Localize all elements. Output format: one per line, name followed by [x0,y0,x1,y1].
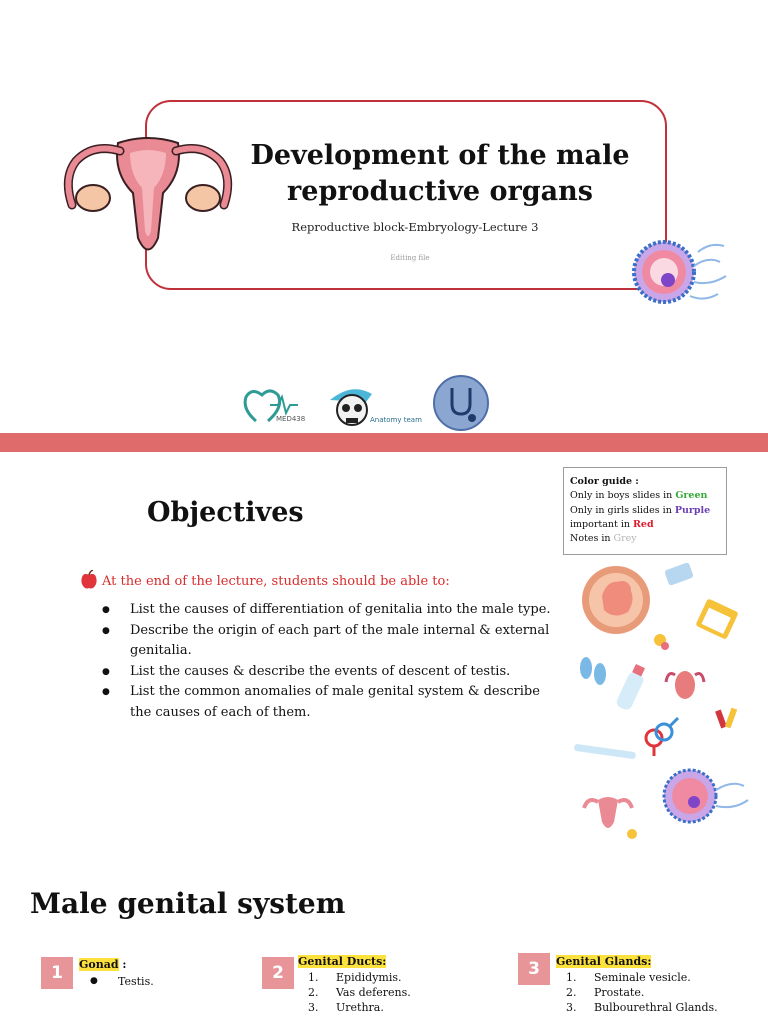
objectives-heading: Objectives [147,497,304,528]
list-item: 3. Bulbourethral Glands. [566,1001,718,1014]
list-item: 1. Seminale vesicle. [566,971,691,984]
section-list [308,970,411,1015]
section-list [90,974,154,989]
svg-text:Anatomy team: Anatomy team [370,416,422,424]
divider-band [0,433,768,452]
list-item: ● List the causes & describe the events of descent of testis. [102,662,562,683]
color-guide-line: important in Red [570,518,654,530]
gender-symbols-icon [646,718,678,756]
section-number: 1 [41,957,73,989]
objectives-intro: At the end of the lecture, students should be able to: [102,574,450,589]
color-guide [563,467,727,555]
list-item: ● Testis. [90,975,154,988]
list-item: ● List the common anomalies of male genital system & describe the causes of each of them. [102,682,562,723]
editing-file-link[interactable]: Editing file [390,254,430,262]
color-guide-line: Only in boys slides in Green [570,490,708,502]
test-tubes-icon [715,708,737,729]
color-guide-line: Notes in Grey [570,533,637,545]
pacifier-small-icon [627,829,637,839]
section-title: Genital Glands: [556,955,652,968]
egg-cell-small-icon [664,770,748,822]
objectives-list [102,600,562,723]
section-list [566,970,718,1015]
list-item: 2. Prostate. [566,986,645,999]
list-item: 3. Urethra. [308,1001,384,1014]
pregnancy-icons-collage [568,560,758,860]
pills-icon [664,562,694,586]
fetus-icon [582,566,650,634]
page-subtitle: Reproductive block-Embryology-Lecture 3 [291,220,539,234]
baby-feet-icon [580,657,606,685]
section-title: Gonad : [79,958,127,971]
med438-logo [240,383,312,427]
thermometer-icon [574,744,636,760]
page-title: Development of the male reproductive organs [250,140,630,207]
list-item: 1. Epididymis. [308,971,402,984]
uterus-icon [58,133,238,263]
anatomy-team-logo [322,382,422,432]
list-item: ● Describe the origin of each part of the male internal & external genitalia. [102,621,562,662]
color-guide-line: Only in girls slides in Purple [570,504,711,516]
apple-icon [80,570,98,590]
pacifier-icon [654,634,669,650]
section-title: Genital Ducts: [298,955,387,968]
uterus-small-icon [584,797,632,828]
color-guide-title: Color guide : [570,476,639,487]
section-heading: Male genital system [30,887,346,920]
stethoscope-logo [432,374,490,432]
svg-text:MED438: MED438 [276,415,306,423]
list-item: ● List the causes of differentiation of genitalia into the male type. [102,600,562,621]
calendar-icon [695,598,738,640]
baby-bottle-icon [615,664,646,712]
list-item: 2. Vas deferens. [308,986,411,999]
section-number: 3 [518,953,550,985]
reproductive-organ-icon [666,671,704,699]
egg-cell-icon [628,236,738,306]
section-number: 2 [262,957,294,989]
